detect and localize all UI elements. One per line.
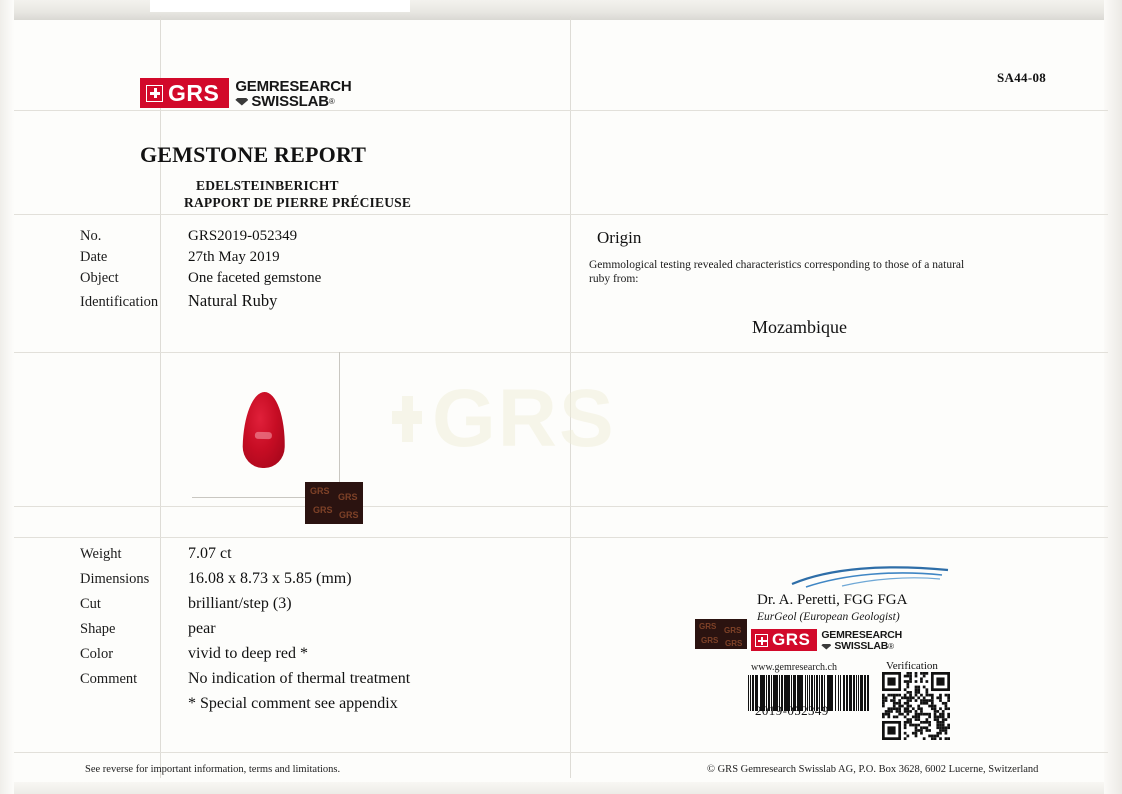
label-color: Color (80, 646, 114, 662)
label-identification: Identification (80, 294, 159, 310)
scan-top-notch (150, 0, 410, 12)
label-object: Object (80, 270, 119, 286)
swisslab-label-footer: SWISSLAB (834, 640, 889, 652)
fold-line-top (14, 110, 1108, 111)
page-title-german: EDELSTEINBERICHT (196, 178, 339, 193)
swisslab-line (235, 94, 351, 109)
value-weight: 7.07 ct (188, 545, 232, 562)
grs-logo-footer (751, 629, 902, 652)
comment-footnote: * Special comment see appendix (188, 695, 398, 712)
watermark-cross-icon (392, 382, 422, 456)
value-comment: No indication of thermal treatment (188, 670, 411, 687)
registered-mark: ® (328, 97, 335, 106)
document-code: SA44-08 (997, 70, 1047, 85)
label-shape: Shape (80, 621, 116, 637)
grs-wordmark-footer: GRS (772, 630, 811, 649)
website-url[interactable]: www.gemresearch.ch (751, 662, 837, 673)
value-object: One faceted gemstone (188, 270, 322, 286)
qr-code[interactable] (882, 672, 950, 740)
scan-right-edge (1104, 0, 1122, 794)
gemstone-photo (242, 392, 285, 469)
grs-logo-badge-footer (751, 629, 817, 651)
grs-logo-badge (140, 78, 229, 108)
label-dimensions: Dimensions (80, 571, 150, 587)
field-row-dimensions (80, 570, 550, 588)
value-cut: brilliant/step (3) (188, 595, 292, 612)
fold-line-upper (14, 214, 1108, 215)
gemstone-properties (80, 545, 550, 713)
field-row-number (80, 228, 550, 245)
label-comment: Comment (80, 671, 138, 687)
fold-line-footer (14, 752, 1108, 753)
holder-small-logo-2: GRS (724, 626, 742, 635)
watermark-text: GRS (432, 373, 616, 464)
report-details (80, 228, 550, 315)
field-row-weight (80, 545, 550, 563)
field-row-color (80, 645, 550, 663)
swiss-cross-icon-footer (755, 634, 768, 647)
swisslab-label: SWISSLAB (251, 93, 329, 110)
value-color: vivid to deep red * (188, 645, 308, 662)
gemstone-holder-photo (305, 482, 363, 524)
page-title: GEMSTONE REPORT (140, 142, 367, 167)
page-title-french: RAPPORT DE PIERRE PRÉCIEUSE (184, 195, 412, 210)
grs-wordmark: GRS (168, 79, 220, 106)
fold-line-lower (14, 506, 1108, 507)
registered-mark-footer: ® (888, 642, 894, 651)
holder-small-logo-4: GRS (725, 639, 743, 648)
holder-logo-1: GRS (310, 486, 330, 496)
fold-line-bottom (14, 537, 1108, 538)
footer-note-left: See reverse for important information, terms and limitations. (85, 764, 341, 775)
gemresearch-label: GEMRESEARCH (235, 78, 352, 95)
footer-note-right: © GRS Gemresearch Swisslab AG, P.O. Box 3628, 6002 Lucerne, Switzerland (707, 764, 1039, 775)
field-row-cut (80, 595, 550, 613)
scan-bottom-edge (0, 782, 1122, 794)
value-identification: Natural Ruby (188, 291, 278, 310)
label-weight: Weight (80, 546, 122, 562)
label-cut: Cut (80, 596, 101, 612)
signatory-name: Dr. A. Peretti, FGG FGA (757, 592, 908, 608)
origin-heading: Origin (597, 228, 642, 247)
grs-logo-subtext-footer (821, 629, 902, 652)
diamond-icon-footer (821, 644, 831, 650)
holder-logo-3: GRS (313, 505, 333, 515)
value-no: GRS2019-052349 (188, 228, 298, 244)
grs-logo-subtext (235, 78, 351, 109)
field-row-identification (80, 291, 550, 311)
swisslab-line-footer (821, 641, 902, 652)
photo-axis-vertical (339, 352, 340, 497)
grs-logo-header (140, 78, 352, 109)
origin-statement: Gemmological testing revealed characteristics corresponding to those of a natural ruby from: (589, 259, 965, 285)
gemresearch-label-footer: GEMRESEARCH (821, 629, 902, 641)
field-row-shape (80, 620, 550, 638)
origin-country: Mozambique (752, 317, 847, 337)
value-date: 27th May 2019 (188, 249, 280, 265)
value-shape: pear (188, 620, 216, 637)
holder-logo-4: GRS (339, 510, 359, 520)
diamond-icon (235, 98, 248, 106)
holder-small-logo-3: GRS (701, 636, 719, 645)
label-no: No. (80, 228, 102, 244)
holder-logo-2: GRS (338, 492, 358, 502)
field-row-date (80, 249, 550, 266)
barcode-number: 2019-052349 (755, 703, 829, 718)
scan-left-edge (0, 0, 14, 794)
fold-line-middle (14, 352, 1108, 353)
gemstone-holder-photo-small (695, 619, 747, 649)
value-dimensions: 16.08 x 8.73 x 5.85 (mm) (188, 570, 352, 587)
signatory-role: EurGeol (European Geologist) (757, 611, 900, 623)
fold-line-right (570, 16, 571, 778)
verification-label: Verification (886, 660, 938, 672)
label-date: Date (80, 249, 108, 265)
signature-swoosh (790, 562, 950, 588)
holder-small-logo-1: GRS (699, 622, 717, 631)
field-row-object (80, 270, 550, 287)
grs-watermark (392, 373, 616, 464)
swiss-cross-icon (146, 85, 163, 102)
field-row-comment (80, 670, 550, 688)
